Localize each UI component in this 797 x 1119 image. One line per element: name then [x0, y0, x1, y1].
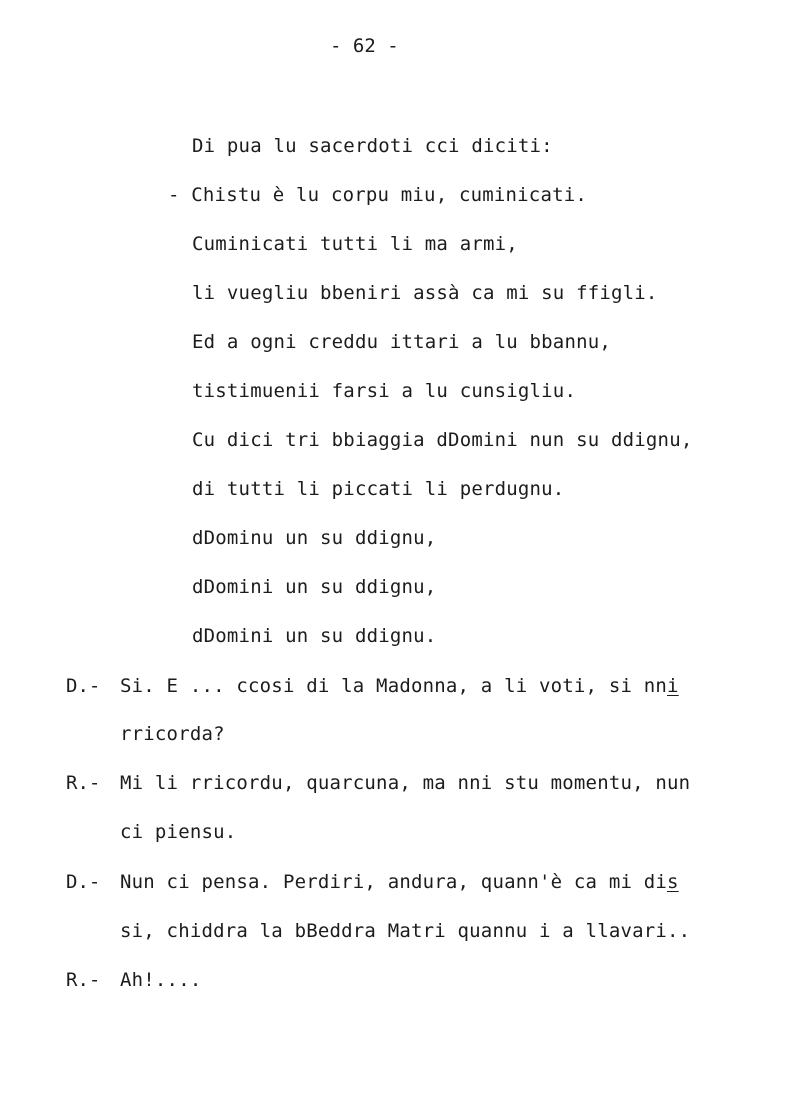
verse-line: Di pua lu sacerdoti cci diciti: — [192, 135, 553, 157]
page-number: - 62 - — [330, 35, 399, 57]
verse-line: dDomini un su ddignu, — [192, 576, 437, 598]
dialogue-line — [120, 674, 679, 698]
dialogue-text: Si. E ... ccosi di la Madonna, a li voti, si nn — [120, 675, 668, 697]
underlined-text: i — [667, 675, 679, 697]
dialogue-line: rricorda? — [120, 723, 225, 745]
dialogue-text: Nun ci pensa. Perdiri, andura, quann'è ca mi di — [120, 871, 668, 893]
verse-line: li vuegliu bbeniri assà ca mi su ffigli. — [192, 282, 658, 304]
dialogue-line: si, chiddra la bBeddra Matri quannu i a llavari.. — [120, 920, 691, 942]
verse-line: tistimuenii farsi a lu cunsigliu. — [192, 380, 577, 402]
speaker-label: D.- — [66, 871, 101, 893]
dialogue-line — [120, 870, 679, 894]
verse-line: - Chistu è lu corpu miu, cuminicati. — [168, 184, 588, 206]
verse-line: Ed a ogni creddu ittari a lu bbannu, — [192, 331, 612, 353]
verse-line: di tutti li piccati li perdugnu. — [192, 478, 565, 500]
dialogue-text: Mi li rricordu, quarcuna, ma nni stu momentu, nun — [120, 772, 691, 794]
verse-line: dDominu un su ddignu, — [192, 527, 437, 549]
speaker-label: R.- — [66, 969, 101, 991]
speaker-label: D.- — [66, 675, 101, 697]
underlined-text: s — [667, 871, 679, 893]
verse-line: dDomini un su ddignu. — [192, 625, 437, 647]
verse-line: Cuminicati tutti li ma armi, — [192, 233, 518, 255]
dialogue-line — [120, 771, 690, 795]
dialogue-line: ci piensu. — [120, 821, 237, 843]
speaker-label: R.- — [66, 772, 101, 794]
dialogue-text: Ah!.... — [120, 969, 202, 991]
verse-line: Cu dici tri bbiaggia dDomini nun su ddignu, — [192, 429, 693, 451]
dialogue-line — [120, 968, 201, 992]
